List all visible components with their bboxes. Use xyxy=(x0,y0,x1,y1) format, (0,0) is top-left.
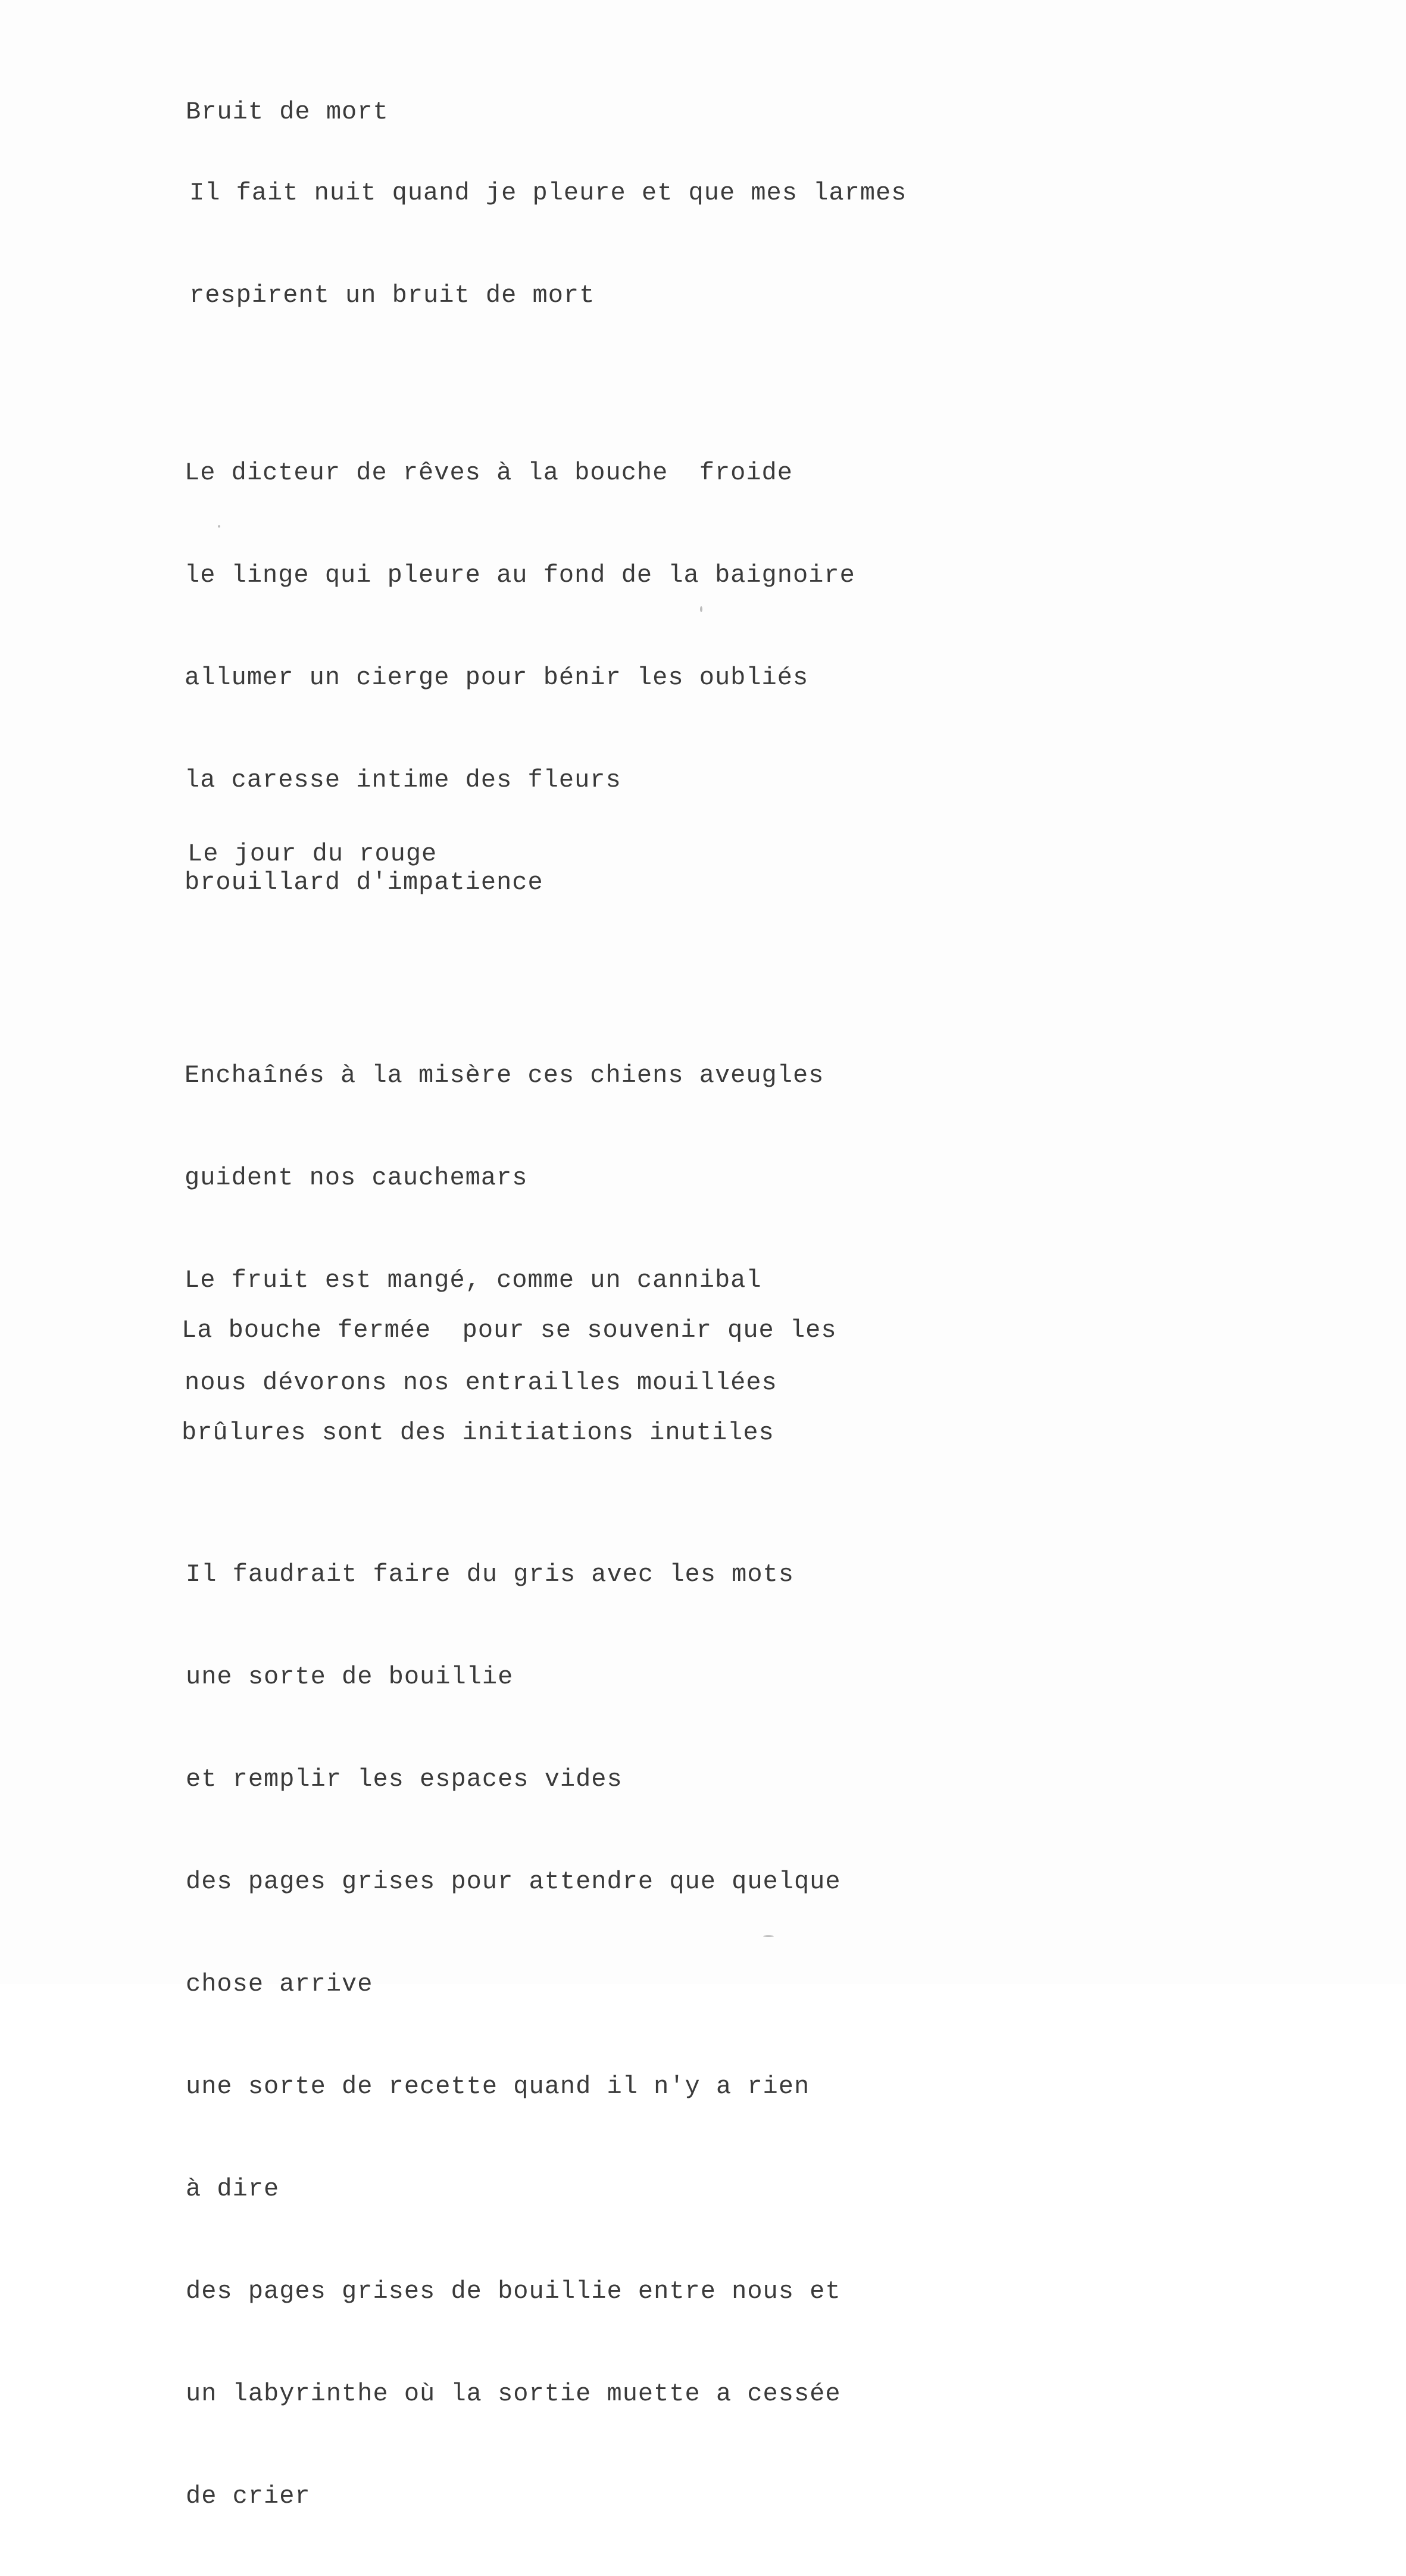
stanza-line: des pages grises pour attendre que quelque xyxy=(186,1867,841,1896)
stanza-line: brouillard d'impatience xyxy=(185,868,543,897)
stanza-line: Le dicteur de rêves à la bouche froide xyxy=(185,459,793,487)
stanza-1 xyxy=(189,113,907,375)
stanza-line: respirent un bruit de mort xyxy=(189,281,595,310)
paper-speck xyxy=(218,525,220,528)
stanza-line: et remplir les espaces vides xyxy=(186,1765,623,1794)
stanza-line: de crier xyxy=(186,2482,311,2510)
stanza-line: Le fruit est mangé, comme un cannibal xyxy=(185,1266,762,1295)
stanza-line: un labyrinthe où la sortie muette a cessée xyxy=(186,2379,841,2408)
stanza-5 xyxy=(182,1250,837,1512)
stanza-line: Il faudrait faire du gris avec les mots xyxy=(186,1560,794,1589)
paper-speck xyxy=(700,606,702,612)
title-line: Bruit de mort xyxy=(186,98,389,126)
stanza-line: la caresse intime des fleurs xyxy=(185,766,621,794)
stanza-line: brûlures sont des initiations inutiles xyxy=(182,1418,774,1447)
stanza-line: nous dévorons nos entrailles mouillées xyxy=(185,1368,777,1397)
stanza-line: La bouche fermée pour se souvenir que les xyxy=(182,1316,837,1345)
stanza-line: une sorte de bouillie xyxy=(186,1663,514,1691)
stanza-line: une sorte de recette quand il n'y a rien xyxy=(186,2072,810,2101)
stanza-line: guident nos cauchemars xyxy=(185,1164,528,1192)
stanza-line: des pages grises de bouillie entre nous et xyxy=(186,2277,841,2306)
stanza-line: le linge qui pleure au fond de la baignoire xyxy=(185,561,855,590)
stanza-line: Le jour du rouge xyxy=(188,840,438,868)
stanza-line: chose arrive xyxy=(186,1970,373,1998)
stanza-6 xyxy=(186,1495,841,2576)
stanza-line: Enchaînés à la misère ces chiens aveugles xyxy=(185,1061,824,1090)
stanza-line: à dire xyxy=(186,2175,280,2203)
stanza-line: Il fait nuit quand je pleure et que mes larmes xyxy=(189,179,907,207)
stanza-3 xyxy=(188,779,437,929)
stanza-line: allumer un cierge pour bénir les oubliés xyxy=(185,663,809,692)
paper-speck xyxy=(763,1935,774,1937)
